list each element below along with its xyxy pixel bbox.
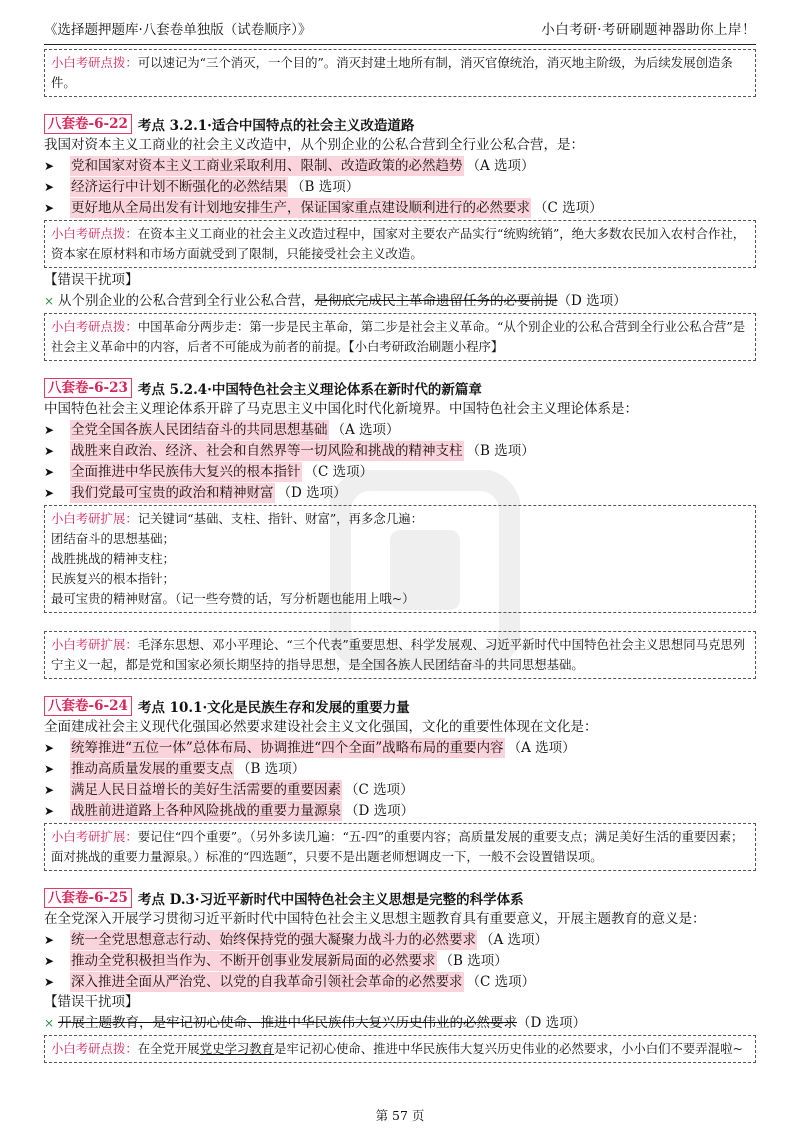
- question-stem: 我国对资本主义工商业的社会主义改造中，从个别企业的公私合营到全行业公私合营，是：: [44, 137, 584, 153]
- arrow-bullet-icon: ➤: [44, 422, 55, 437]
- tip-box: [44, 313, 756, 361]
- arrow-bullet-icon: ➤: [44, 179, 55, 194]
- arrow-bullet-icon: ➤: [44, 953, 55, 968]
- header-slogan: 小白考研·考研刷题神器助你上岸！: [541, 22, 756, 38]
- extension-tag: 小白考研扩展：: [51, 511, 138, 526]
- option-b: [44, 950, 756, 971]
- tip-tag: 小白考研点拨：: [51, 319, 138, 334]
- document-page: [44, 14, 756, 1065]
- option-label: （C 选项）: [466, 973, 536, 990]
- extension-box: [44, 505, 756, 613]
- arrow-bullet-icon: ➤: [44, 974, 55, 989]
- arrow-bullet-icon: ➤: [44, 464, 55, 479]
- arrow-bullet-icon: ➤: [44, 782, 55, 797]
- option-label: （D 选项）: [517, 1014, 587, 1031]
- question-id-badge: 八套卷-6-22: [44, 114, 132, 134]
- option-a: [44, 419, 756, 440]
- arrow-bullet-icon: ➤: [44, 740, 55, 755]
- option-label: （C 选项）: [304, 463, 374, 480]
- option-text: 满足人民日益增长的美好生活需要的重要因素: [71, 781, 341, 798]
- option-text: 全党全国各族人民团结奋斗的共同思想基础: [71, 421, 328, 438]
- extension-text: 要记住“四个重要”。（另外多读几遍：“五-四”的重要内容；高质量发展的重要支点；满足美好生活的重要因素；面对挑战的重要力量源泉。）标准的“四选题”，只要不是出题老师想调皮一下，一般不会设置错误项。: [51, 829, 744, 864]
- header-title: 《选择题押题库·八套卷单独版（试卷顺序）》: [44, 22, 312, 38]
- question-stem: 在全党深入开展学习贯彻习近平新时代中国特色社会主义思想主题教育具有重要意义，开展主题教育的意义是：: [44, 911, 706, 927]
- option-a: [44, 929, 756, 950]
- option-text: 战胜前进道路上各种风险挑战的重要力量源泉: [71, 802, 341, 819]
- option-label: （B 选项）: [466, 442, 535, 459]
- tip-box: [44, 1035, 756, 1063]
- page-number: 第 57 页: [375, 1108, 425, 1123]
- extension-line: 民族复兴的根本指针；: [51, 571, 175, 586]
- option-c: [44, 197, 756, 218]
- question-6-25: [44, 887, 756, 1063]
- wrong-text-struck: 是彻底完成民主革命遗留任务的必要前提: [314, 292, 558, 309]
- option-c: [44, 779, 756, 800]
- cross-icon: ×: [44, 1015, 55, 1030]
- option-c: [44, 461, 756, 482]
- extension-box: [44, 823, 756, 871]
- question-6-24: [44, 695, 756, 871]
- tip-box: [44, 220, 756, 268]
- wrong-option-d: [44, 1012, 756, 1033]
- tip-tag: 小白考研点拨：: [51, 226, 138, 241]
- tip-box: [44, 49, 756, 97]
- question-topic: 考点 3.2.1·适合中国特点的社会主义改造道路: [137, 118, 415, 134]
- option-text: 经济运行中计划不断强化的必然结果: [71, 178, 287, 195]
- arrow-bullet-icon: ➤: [44, 485, 55, 500]
- option-label: （D 选项）: [557, 292, 627, 309]
- mistake-heading: 【错误干扰项】: [44, 272, 139, 288]
- arrow-bullet-icon: ➤: [44, 761, 55, 776]
- option-label: （A 选项）: [466, 157, 535, 174]
- extension-tag: 小白考研扩展：: [51, 637, 138, 652]
- extension-text: 毛泽东思想、邓小平理论、“三个代表”重要思想、科学发展观、习近平新时代中国特色社会主义思想同马克思列宁主义一起，都是党和国家必须长期坚持的指导思想，是全国各族人民团结奋斗的共同思想基础。: [51, 637, 746, 672]
- option-label: （D 选项）: [345, 802, 415, 819]
- tip-text: 在资本主义工商业的社会主义改造过程中，国家对主要农产品实行“统购统销”，绝大多数农民加入农村合作社，资本家在原材料和市场方面就受到了限制，只能接受社会主义改造。: [51, 226, 746, 261]
- arrow-bullet-icon: ➤: [44, 932, 55, 947]
- option-d: [44, 800, 756, 821]
- option-text: 推动全党积极担当作为、不断开创事业发展新局面的必然要求: [71, 952, 436, 969]
- extension-box: [44, 631, 756, 679]
- extension-line: 最可宝贵的精神财富。（记一些夸赞的话，写分析题也能用上哦~）: [51, 591, 415, 606]
- question-topic: 考点 5.2.4·中国特色社会主义理论体系在新时代的新篇章: [137, 382, 482, 398]
- option-text: 党和国家对资本主义工商业采取利用、限制、改造政策的必然趋势: [71, 157, 463, 174]
- option-text: 全面推进中华民族伟大复兴的根本指针: [71, 463, 301, 480]
- tip-tag: 小白考研点拨：: [51, 1041, 138, 1056]
- arrow-bullet-icon: ➤: [44, 803, 55, 818]
- question-topic: 考点 10.1·文化是民族生存和发展的重要力量: [137, 700, 410, 716]
- tip-text-underlined: 党史学习教育: [199, 1041, 275, 1056]
- cross-icon: ×: [44, 293, 55, 308]
- question-header: [44, 695, 756, 717]
- question-topic: 考点 D.3·习近平新时代中国特色社会主义思想是完整的科学体系: [137, 892, 524, 908]
- arrow-bullet-icon: ➤: [44, 443, 55, 458]
- question-id-badge: 八套卷-6-24: [44, 696, 132, 716]
- option-label: （D 选项）: [277, 484, 347, 501]
- option-text: 推动高质量发展的重要支点: [71, 760, 233, 777]
- arrow-bullet-icon: ➤: [44, 200, 55, 215]
- option-text: 战胜来自政治、经济、社会和自然界等一切风险和挑战的精神支柱: [71, 442, 463, 459]
- option-label: （C 选项）: [345, 781, 414, 798]
- option-label: （C 选项）: [534, 199, 603, 216]
- option-b: [44, 758, 756, 779]
- extension-line: 战胜挑战的精神支柱；: [51, 551, 175, 566]
- question-header: [44, 377, 756, 399]
- wrong-text-plain: 从个别企业的公私合营到全行业公私合营，: [58, 292, 315, 309]
- tip-tag: 小白考研点拨：: [51, 55, 138, 70]
- tip-text: 中国革命分两步走：第一步是民主革命，第二步是社会主义革命。“从个别企业的公私合营到全行业公私合营”是社会主义革命中的内容，后者不可能成为前者的前提。【小白考研政治刷题小程序】: [51, 319, 746, 354]
- question-6-22: [44, 113, 756, 361]
- question-6-23: [44, 377, 756, 679]
- option-text: 更好地从全局出发有计划地安排生产，保证国家重点建设顺利进行的必然要求: [71, 199, 530, 216]
- option-d: [44, 482, 756, 503]
- option-label: （B 选项）: [439, 952, 508, 969]
- option-b: [44, 176, 756, 197]
- question-header: [44, 113, 756, 135]
- tip-text-pre: 在全党开展: [137, 1041, 200, 1056]
- option-text: 统一全党思想意志行动、始终保持党的强大凝聚力战斗力的必然要求: [71, 931, 476, 948]
- option-a: [44, 737, 756, 758]
- wrong-option-d: [44, 290, 756, 311]
- tip-text: 可以速记为“三个消灭，一个目的”。消灭封建土地所有制，消灭官僚统治，消灭地主阶级，为后续发展创造条件。: [51, 55, 733, 90]
- mistake-heading: 【错误干扰项】: [44, 994, 139, 1010]
- page-header: [44, 14, 756, 45]
- wrong-text-struck: 开展主题教育，是牢记初心使命、推进中华民族伟大复兴历史伟业的必然要求: [58, 1014, 517, 1031]
- question-id-badge: 八套卷-6-23: [44, 378, 132, 398]
- option-c: [44, 971, 756, 992]
- question-header: [44, 887, 756, 909]
- option-label: （A 选项）: [331, 421, 400, 438]
- option-label: （B 选项）: [237, 760, 306, 777]
- arrow-bullet-icon: ➤: [44, 158, 55, 173]
- option-a: [44, 155, 756, 176]
- option-text: 我们党最可宝贵的政治和精神财富: [71, 484, 274, 501]
- extension-line: 记关键词“基础、支柱、指针、财富”，再多念几遍：: [137, 511, 423, 526]
- question-stem: 全面建成社会主义现代化强国必然要求建设社会主义文化强国，文化的重要性体现在文化是：: [44, 719, 598, 735]
- option-text: 统筹推进“五位一体”总体布局、协调推进“四个全面”战略布局的重要内容: [71, 739, 504, 756]
- extension-tag: 小白考研扩展：: [51, 829, 138, 844]
- question-id-badge: 八套卷-6-25: [44, 888, 132, 908]
- option-label: （A 选项）: [507, 739, 576, 756]
- option-label: （A 选项）: [480, 931, 549, 948]
- option-text: 深入推进全面从严治党、以党的自我革命引领社会革命的必然要求: [71, 973, 463, 990]
- option-b: [44, 440, 756, 461]
- option-label: （B 选项）: [291, 178, 360, 195]
- tip-text-post: 是牢记初心使命、推进中华民族伟大复兴历史伟业的必然要求，小小白们不要弄混啦~: [274, 1041, 743, 1056]
- extension-line: 团结奋斗的思想基础；: [51, 531, 175, 546]
- question-stem: 中国特色社会主义理论体系开辟了马克思主义中国化时代化新境界。中国特色社会主义理论体系是：: [44, 401, 638, 417]
